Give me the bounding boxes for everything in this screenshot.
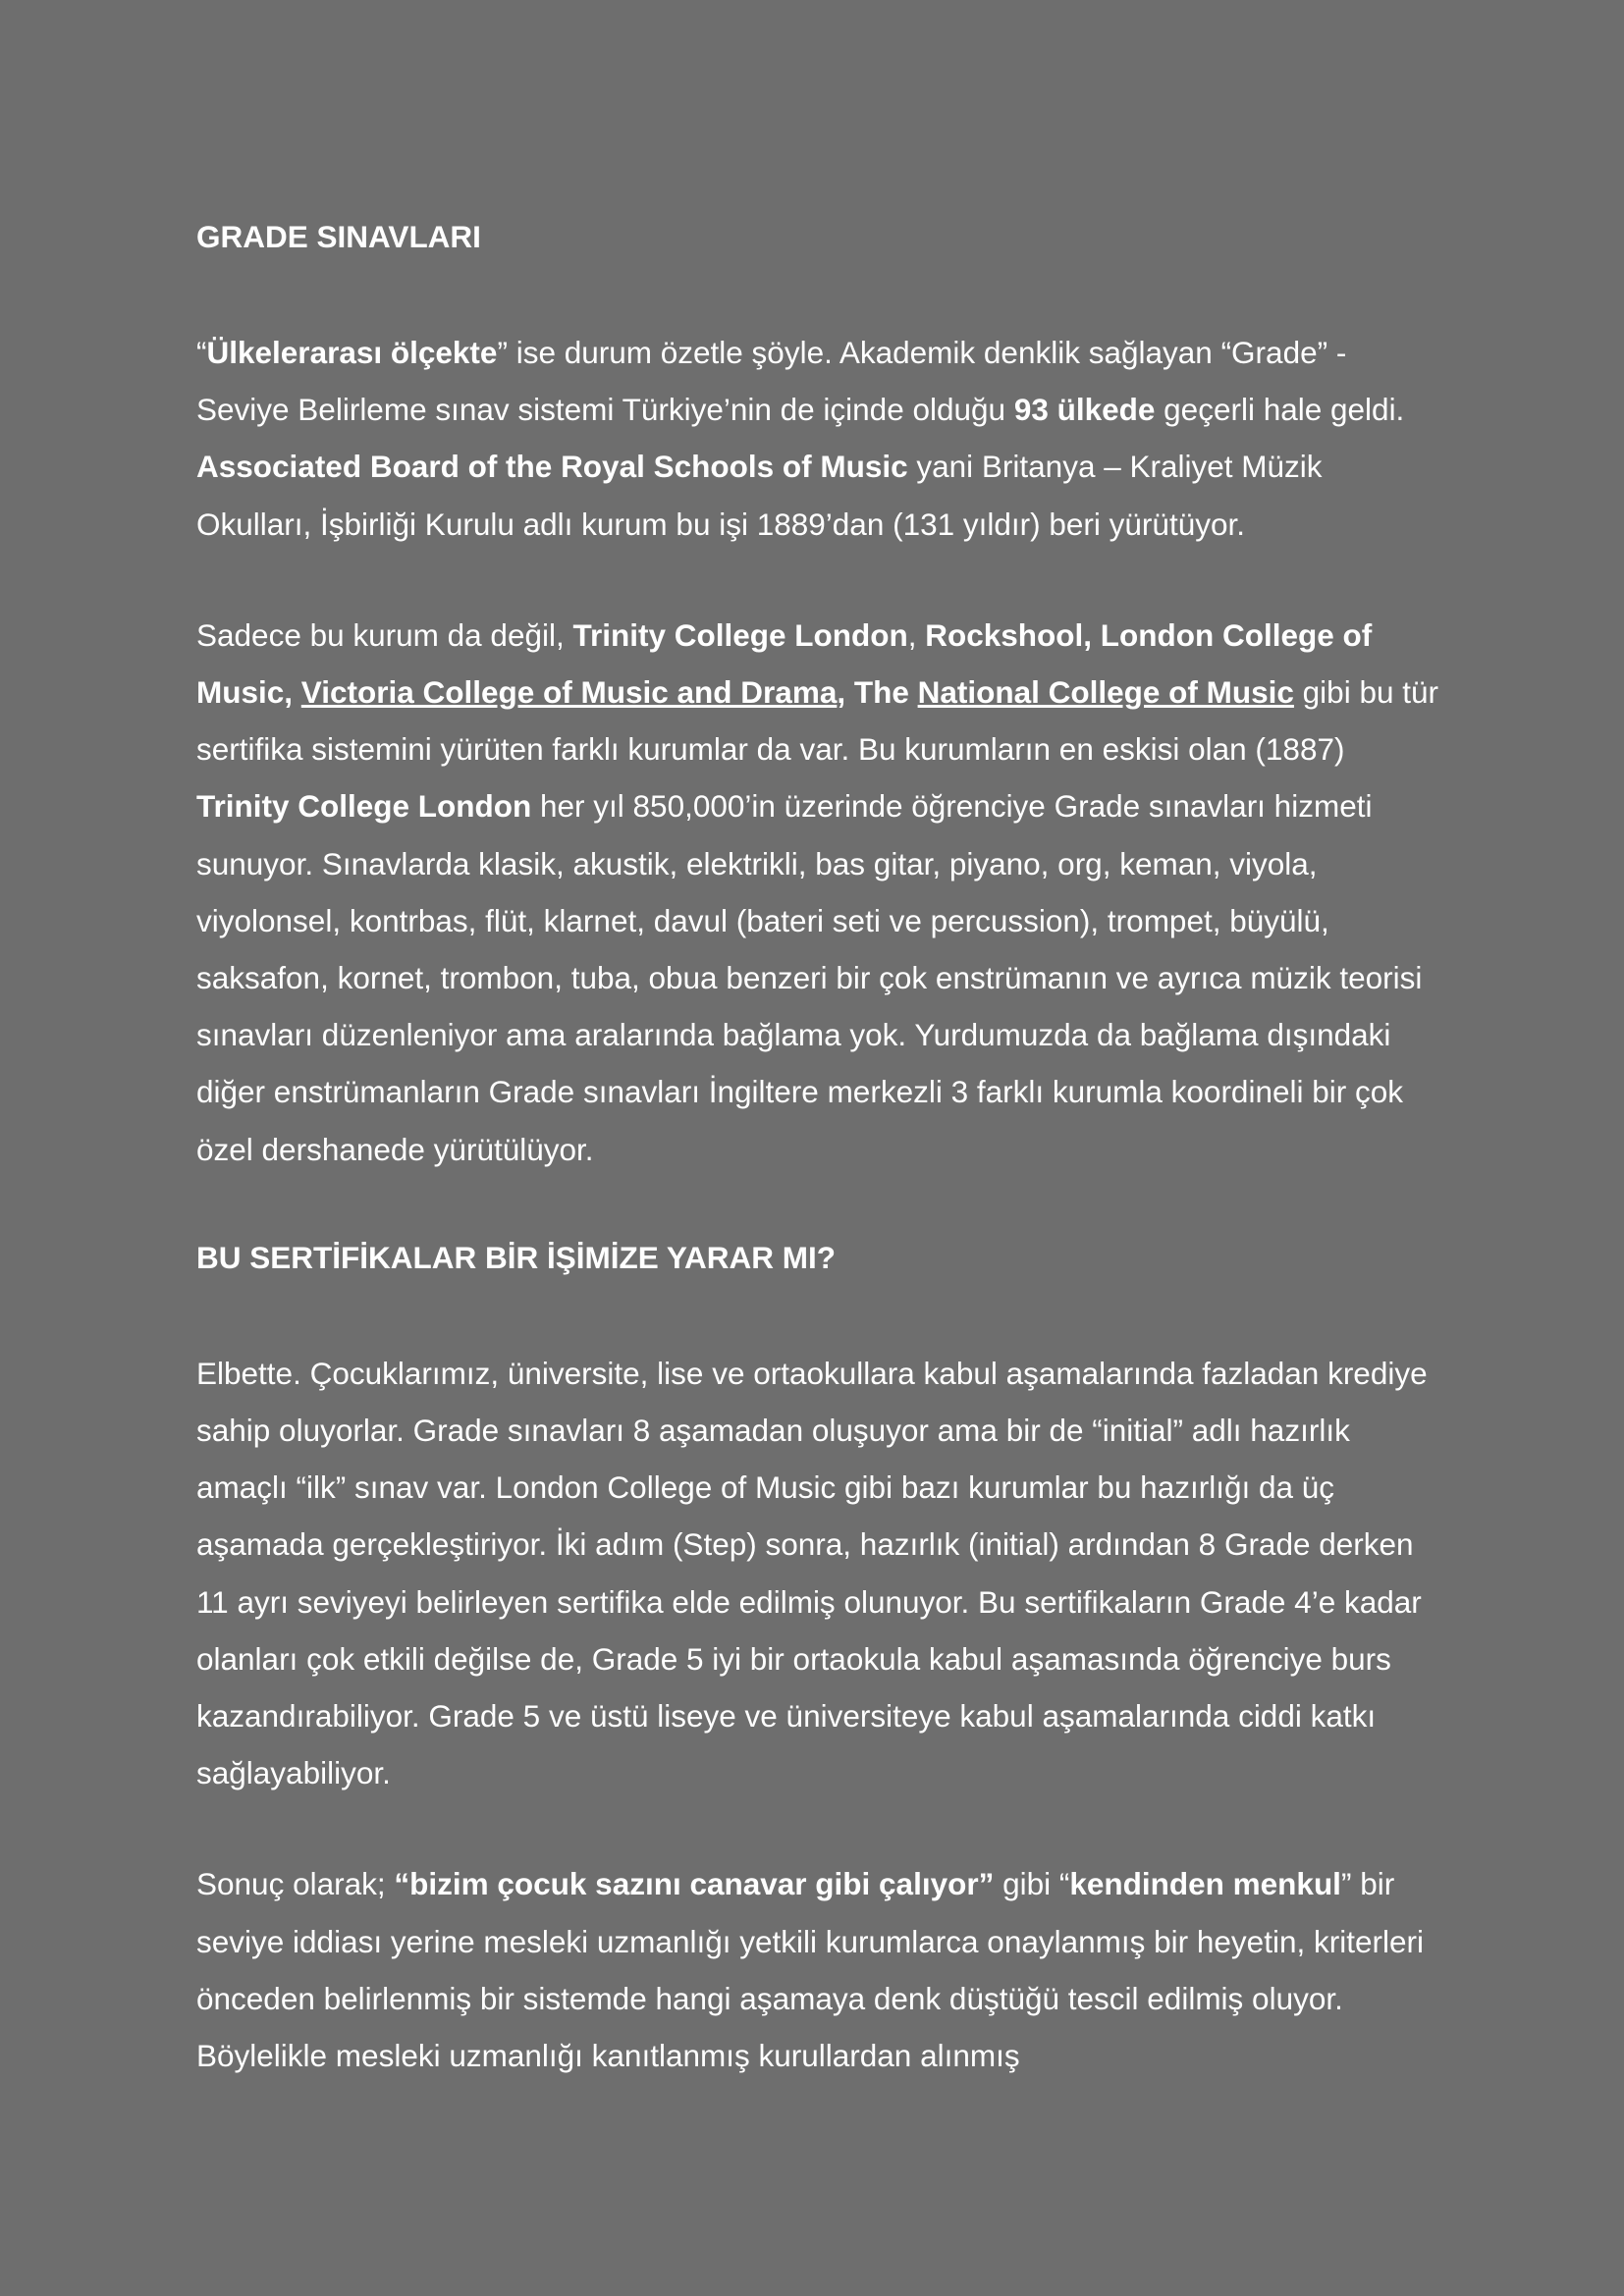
bold-span: Trinity College London	[572, 616, 908, 653]
text-span: gibi bu tür sertifika sistemini yürüten farklı kurumlar da var. Bu kurumların en eskisi olan (1887)	[196, 674, 1438, 768]
paragraph-international-scale	[196, 324, 1443, 553]
text-span: “	[196, 335, 207, 370]
text-span: ,	[907, 616, 926, 653]
bold-span: kendinden menkul	[1069, 1866, 1341, 1902]
text-span: ” ise durum özetle şöyle. Akademik denklik sağlayan “Grade” - Seviye Belirleme sınav sistemi Türkiye’nin de içinde olduğu	[196, 335, 1347, 428]
paragraph-conclusion	[196, 1855, 1443, 2084]
bold-span: Ülkelerarası ölçekte	[206, 335, 498, 370]
bold-span: Trinity College London	[196, 788, 532, 825]
text-span: Sadece bu kurum da değil,	[196, 616, 573, 653]
paragraph-certificate-benefits: Elbette. Çocuklarımız, üniversite, lise ve ortaokullara kabul aşamalarında fazladan krediye sahip oluyorlar. Grade sınavları 8 aşamadan oluşuyor ama bir de “initial” adlı hazırlık amaçlı “ilk” sınav var. London College of Music gibi bazı kurumlar bu hazırlığı da üç aşamada gerçekleştiriyor. İki adım (Step) sonra, hazırlık (initial) ardından 8 Grade derken 11 ayrı seviyeyi belirleyen sertifika elde edilmiş olunuyor. Bu sertifikaların Grade 4’e kadar olanları çok etkili değilse de, Grade 5 iyi bir ortaokula kabul aşamasında öğrenciye burs kazandırabiliyor. Grade 5 ve üstü liseye ve üniversiteye kabul aşamalarında ciddi katkı sağlayabiliyor.	[196, 1355, 1428, 1791]
bold-span: Associated Board of the Royal Schools of Music	[196, 449, 908, 485]
paragraph-institutions	[196, 607, 1443, 1178]
section-heading-certificates-useful: BU SERTİFİKALAR BİR İŞİMİZE YARAR MI?	[196, 1239, 837, 1275]
text-span: her yıl 850,000’in üzerinde öğrenciye Grade sınavları hizmeti sunuyor. Sınavlarda klasik, akustik, elektrikli, bas gitar, piyano, org, keman, viyola, viyolonsel, kontrbas, flüt, klarnet, davul (bateri seti ve percussion), trompet, büyülü, saksafon, kornet, trombon, tuba, obua benzeri bir çok enstrümanın ve ayrıca müzik teorisi sınavları düzenleniyor ama aralarında bağlama yok. Yurdumuzda da bağlama dışındaki diğer enstrümanların Grade sınavları İngiltere merkezli 3 farklı kurumla koordineli bir çok özel dershanede yürütülüyor.	[196, 788, 1423, 1167]
bold-span: , The	[837, 674, 918, 711]
bold-span: 93 ülkede	[1013, 392, 1156, 428]
national-college-link[interactable]: National College of Music	[917, 674, 1294, 711]
text-span: yani Britanya – Kraliyet Müzik Okulları, İşbirliği Kurulu adlı kurum bu işi 1889’dan (131 yıldır) beri yürütüyor.	[196, 449, 1323, 542]
text-span: gibi “	[994, 1866, 1070, 1902]
bold-span: Rockshool, London College of Music,	[196, 616, 1373, 711]
bold-span: “bizim çocuk sazını canavar gibi çalıyor”	[394, 1866, 995, 1902]
text-span: geçerli hale geldi.	[1155, 392, 1405, 428]
document-page	[196, 212, 1443, 2084]
section-heading-grade-exams: GRADE SINAVLARI	[196, 219, 481, 254]
victoria-college-link[interactable]: Victoria College of Music and Drama	[300, 674, 838, 711]
text-span: ” bir seviye iddiası yerine mesleki uzmanlığı yetkili kurumlarca onaylanmış bir heyetin, kriterleri önceden belirlenmiş bir sistemde hangi aşamaya denk düştüğü tescil edilmiş oluyor. Böylelikle mesleki uzmanlığı kanıtlanmış kurullardan alınmış	[196, 1866, 1424, 2074]
text-span: Sonuç olarak;	[196, 1866, 395, 1902]
